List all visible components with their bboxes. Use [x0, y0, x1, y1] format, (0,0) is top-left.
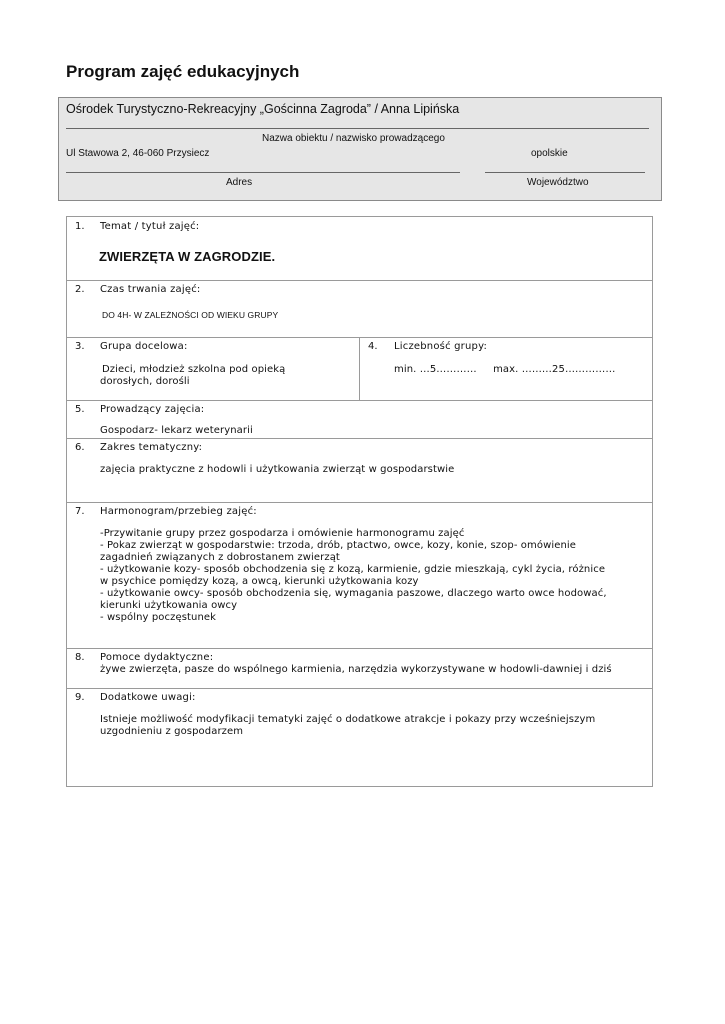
section-label: Liczebność grupy: [394, 341, 488, 352]
voivodeship-caption: Województwo [527, 177, 589, 188]
section-number: 4. [368, 341, 378, 352]
section-number: 1. [75, 221, 85, 232]
schedule-line: w psychice pomiędzy kozą, a owcą, kierunki użytkowania kozy [100, 576, 419, 587]
facility-caption: Nazwa obiektu / nazwisko prowadzącego [262, 133, 445, 144]
schedule-line: zagadnień związanych z dobrostanem zwierząt [100, 552, 340, 563]
section-label: Temat / tytuł zajęć: [100, 221, 200, 232]
section-label: Czas trwania zajęć: [100, 284, 201, 295]
topic-value: ZWIERZĘTA W ZAGRODZIE. [99, 249, 276, 264]
target-group-value [102, 364, 285, 388]
section-label: Zakres tematyczny: [100, 442, 203, 453]
section-label: Pomoce dydaktyczne: [100, 652, 214, 663]
voivodeship-underline [485, 172, 645, 173]
column-divider [359, 337, 360, 400]
section-number: 3. [75, 341, 85, 352]
notes-line: Istnieje możliwość modyfikacji tematyki zajęć o dodatkowe atrakcje i pokazy przy wcześniejszym [100, 714, 596, 725]
target-group-line: dorosłych, dorośli [100, 376, 190, 387]
target-group-line: Dzieci, młodzież szkolna pod opieką [102, 364, 286, 375]
section-number: 7. [75, 506, 85, 517]
address-underline [66, 172, 460, 173]
section-duration [67, 280, 652, 338]
address-value: Ul Stawowa 2, 46-060 Przysiecz [66, 148, 210, 159]
section-label: Dodatkowe uwagi: [100, 692, 196, 703]
section-teaching-aids [67, 648, 652, 689]
section-number: 6. [75, 442, 85, 453]
section-label: Harmonogram/przebieg zajęć: [100, 506, 257, 517]
schedule-line: -Przywitanie grupy przez gospodarza i omówienie harmonogramu zajęć [100, 528, 465, 539]
section-schedule [67, 502, 652, 649]
group-size-value: min. …5………… max. ………25…………… [394, 364, 616, 375]
section-number: 5. [75, 404, 85, 415]
section-group-row [67, 337, 652, 401]
section-number: 2. [75, 284, 85, 295]
section-notes [67, 688, 652, 786]
section-scope [67, 438, 652, 503]
voivodeship-value: opolskie [531, 148, 568, 159]
facility-underline [66, 128, 649, 129]
section-topic [67, 217, 652, 281]
section-instructor [67, 400, 652, 439]
notes-text [100, 714, 595, 738]
address-caption: Adres [226, 177, 253, 188]
schedule-line: - wspólny poczęstunek [100, 612, 217, 623]
schedule-line: - użytkowanie owcy- sposób obchodzenia się, wymagania paszowe, dlaczego warto owce hodować, [100, 588, 607, 599]
schedule-line: - Pokaz zwierząt w gospodarstwie: trzoda, drób, ptactwo, owce, kozy, konie, szop- omówienie [100, 540, 577, 551]
section-label: Grupa docelowa: [100, 341, 188, 352]
facility-header-box [58, 97, 662, 201]
schedule-line: kierunki użytkowania owcy [100, 600, 238, 611]
facility-name: Ośrodek Turystyczno-Rekreacyjny „Gościnna Zagroda” / Anna Lipińska [66, 102, 460, 116]
scope-value: zajęcia praktyczne z hodowli i użytkowania zwierząt w gospodarstwie [100, 464, 455, 475]
schedule-text [100, 528, 607, 624]
program-form [66, 216, 653, 787]
duration-value: DO 4H- W ZALEŻNOŚCI OD WIEKU GRUPY [102, 310, 279, 320]
section-number: 8. [75, 652, 85, 663]
section-label: Prowadzący zajęcia: [100, 404, 205, 415]
section-number: 9. [75, 692, 85, 703]
document-title: Program zajęć edukacyjnych [66, 62, 300, 81]
schedule-line: - użytkowanie kozy- sposób obchodzenia się z kozą, karmienie, gdzie mieszkają, cykl życia, różnice [100, 564, 606, 575]
teaching-aids-value: żywe zwierzęta, pasze do wspólnego karmienia, narzędzia wykorzystywane w hodowli-dawniej i dziś [100, 664, 612, 675]
notes-line: uzgodnieniu z gospodarzem [100, 726, 244, 737]
instructor-value: Gospodarz- lekarz weterynarii [100, 425, 253, 436]
